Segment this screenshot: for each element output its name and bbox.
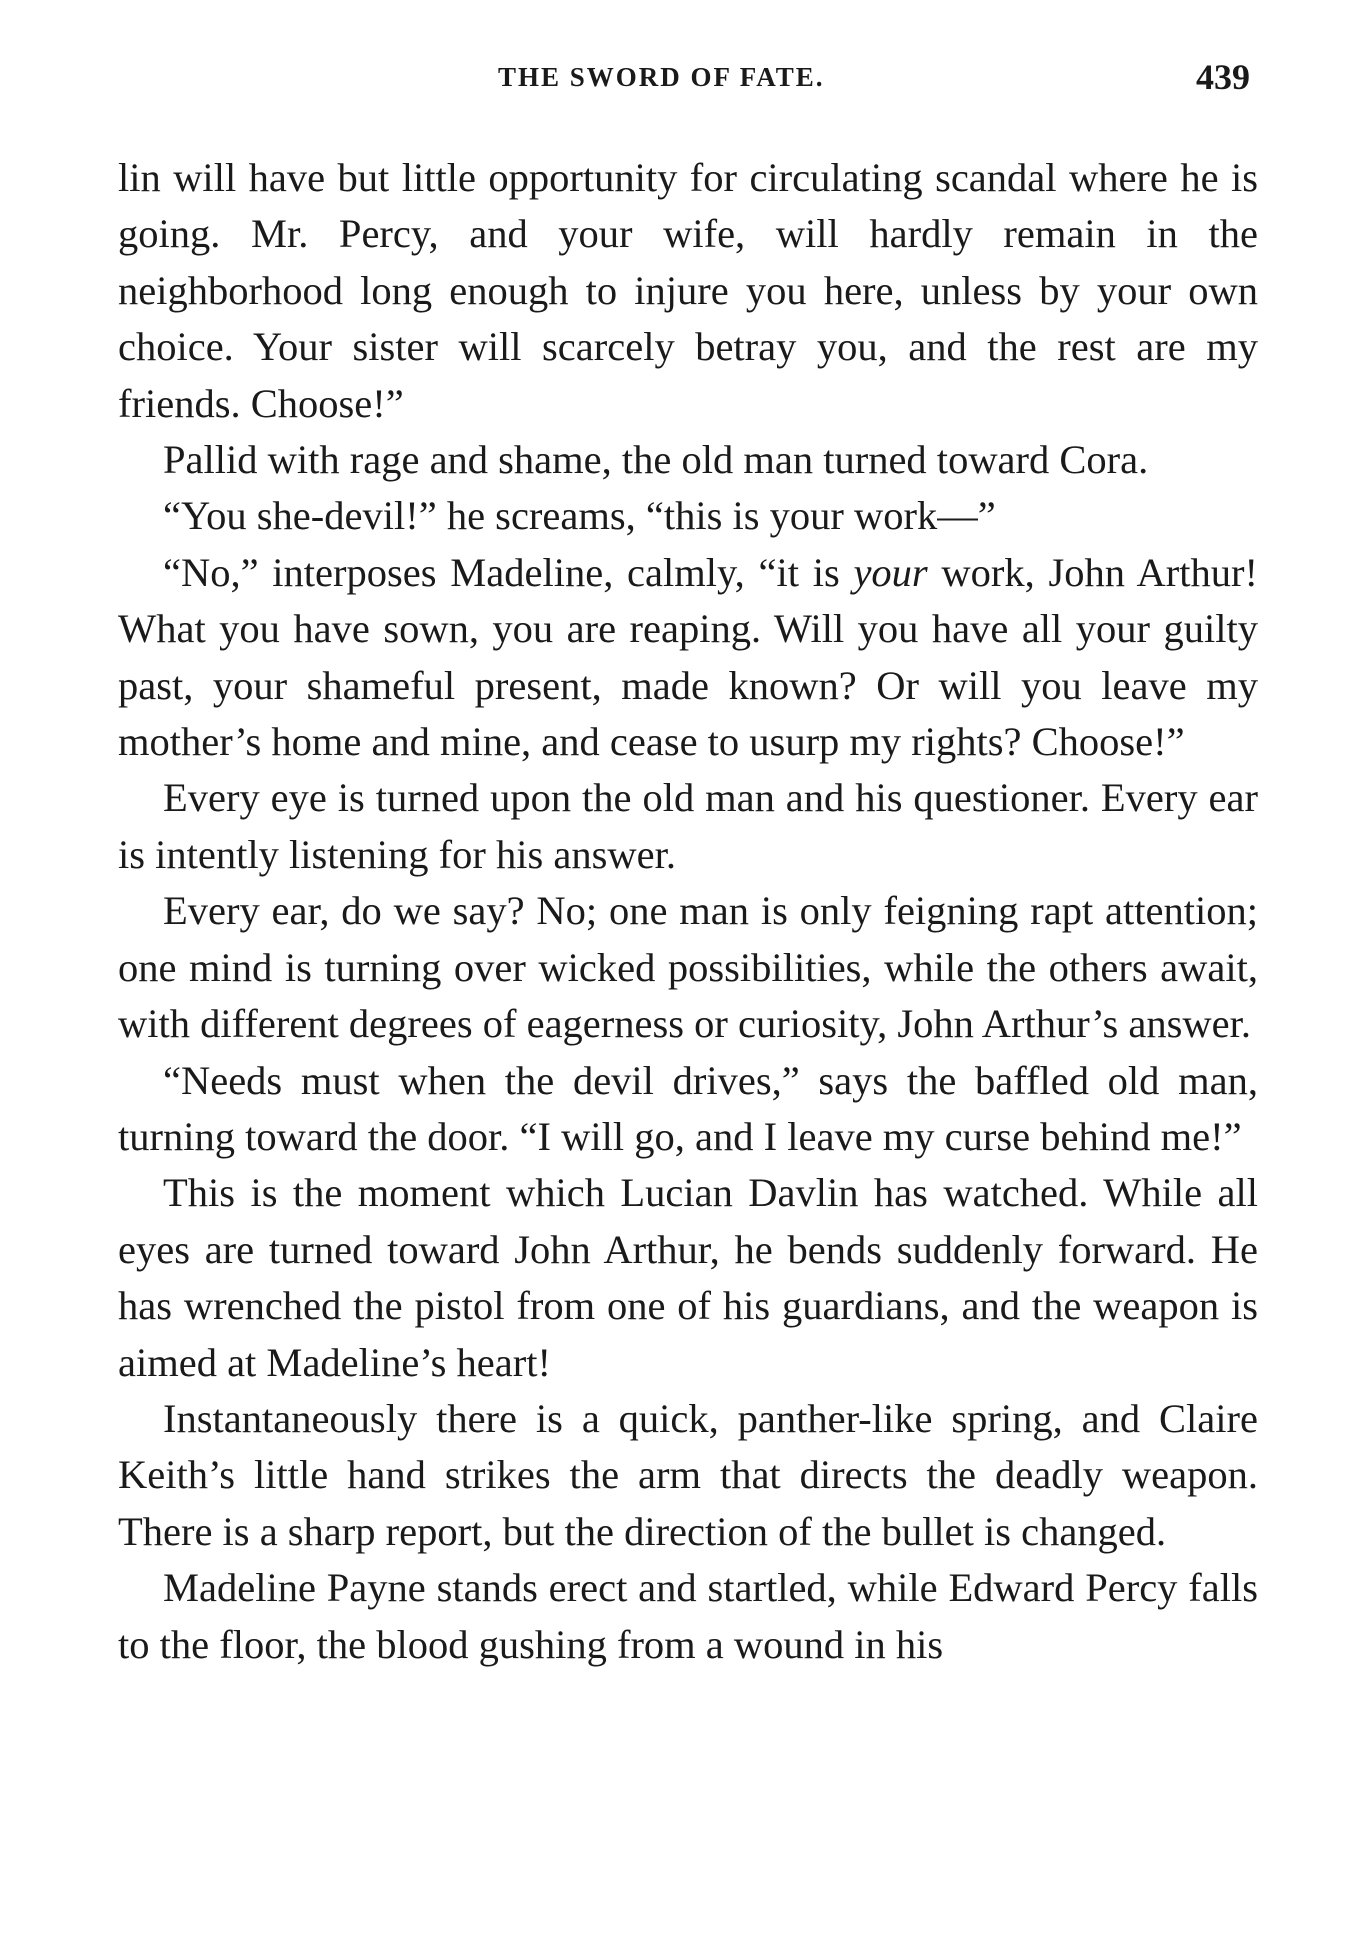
page-number: 439: [1196, 57, 1250, 97]
paragraph: Every ear, do we say? No; one man is only feigning rapt attention; one mind is turning over wicked possibilities, while the others await, with different degrees of eagerness or curiosity, John Arthur’s answer.: [118, 888, 1258, 1047]
paragraph: “Needs must when the devil drives,” says the baffled old man, turning toward the door. “I will go, and I leave my curse behind me!”: [118, 1057, 1258, 1159]
paragraph: Instantaneously there is a quick, panther-like spring, and Claire Keith’s little hand strikes the arm that directs the deadly weapon. There is a sharp report, but the direction of the bullet is changed.: [118, 1395, 1258, 1554]
paragraph: Every eye is turned upon the old man and his questioner. Every ear is intently listening for his answer.: [118, 775, 1258, 877]
emphasized-word: your: [853, 549, 928, 595]
running-head: [118, 56, 1258, 106]
paragraph-continued: lin will have but little opportunity for circulating scandal where he is going. Mr. Percy, and your wife, will hardly remain in the neighborhood long enough to injure you here, unless by your own choice. Your sister will scarcely betray you, and the rest are my friends. Choose!”: [118, 155, 1258, 426]
paragraph-text: work, John Arthur! What you have sown, you are reaping. Will you have all your guilty past, your shameful present, made known? Or will you leave my mother’s home and mine, and cease to usurp my rights? Choose!”: [118, 549, 1258, 765]
book-page: [118, 0, 1258, 1943]
paragraph-text: “No,” interposes Madeline, calmly, “it is: [163, 549, 854, 595]
paragraph: Madeline Payne stands erect and startled, while Edward Percy falls to the floor, the blood gushing from a wound in his: [118, 1565, 1258, 1667]
paragraph: This is the moment which Lucian Davlin has watched. While all eyes are turned toward John Arthur, he bends suddenly forward. He has wrenched the pistol from one of his guardians, and the weapon is aimed at Madeline’s heart!: [118, 1170, 1258, 1385]
running-title: THE SWORD OF FATE.: [498, 62, 825, 92]
text-body: [118, 150, 1258, 1673]
paragraph: [118, 545, 1258, 771]
paragraph: Pallid with rage and shame, the old man turned toward Cora.: [163, 437, 1149, 483]
paragraph: “You she-devil!” he screams, “this is your work—”: [163, 493, 996, 539]
